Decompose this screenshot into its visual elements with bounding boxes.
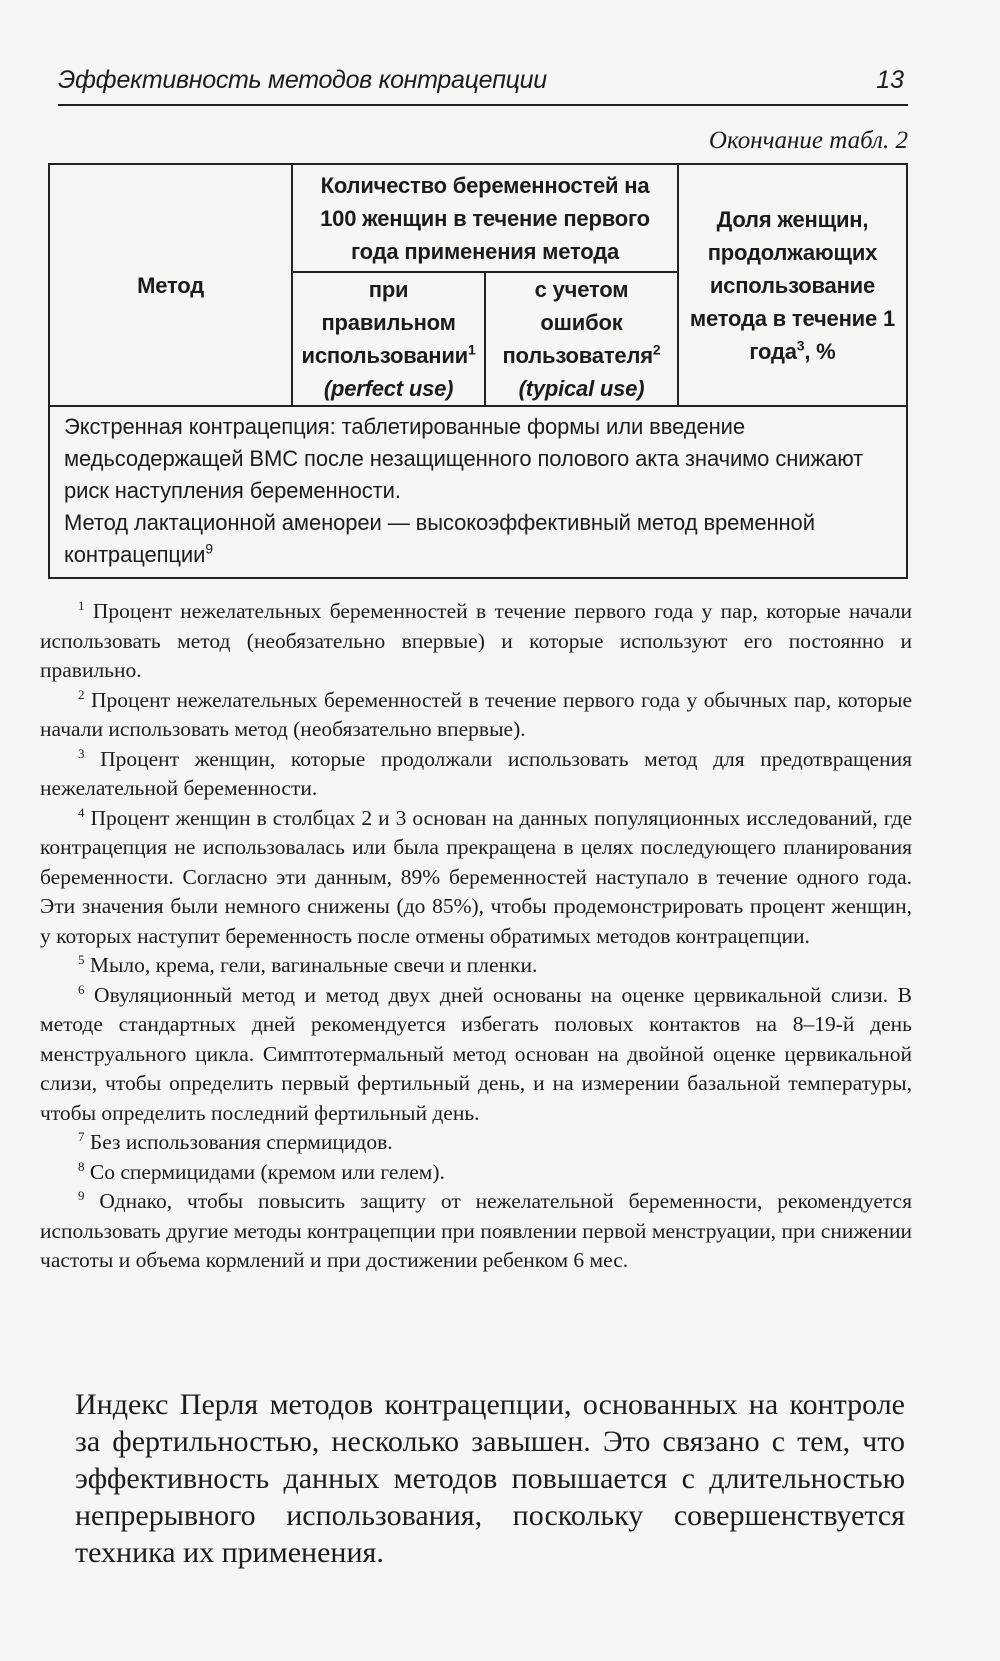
footnote-number: 7 (78, 1128, 85, 1144)
footnote-text: Со спермицидами (кремом или гелем). (89, 1159, 445, 1184)
table-continuation-caption: Окончание табл. 2 (708, 127, 908, 154)
footnote (40, 981, 912, 1129)
running-header (58, 60, 908, 106)
footnote (40, 745, 912, 804)
header-typical-use (485, 272, 678, 406)
footnote-number: 2 (78, 686, 85, 702)
footnote (40, 1128, 912, 1158)
footnote-number: 5 (78, 951, 85, 967)
header-typical-use-text: с учетом ошибок пользователя (502, 277, 653, 368)
emergency-contraception-note: Экстренная контрацепция: таблетированные формы или введение медьсодержащей ВМС после незащищенного полового акта значимо снижают риск наступления беременности. (64, 414, 864, 503)
header-perfect-use-text: при правильном использовании (301, 277, 469, 368)
footnote-number: 9 (78, 1187, 85, 1203)
footnote (40, 1187, 912, 1276)
footnote (40, 1158, 912, 1188)
running-title: Эффективность методов контрацепции (58, 66, 547, 94)
footnote-text: Процент нежелательных беременностей в течение первого года у обычных пар, которые начали использовать метод (необязательно впервые). (40, 687, 912, 741)
table-note-row (49, 406, 907, 578)
header-typical-use-sup: 2 (652, 341, 661, 358)
pearl-index-paragraph: Индекс Перля методов контрацепции, основанных на контроле за фертильностью, несколько завышен. Это связано с тем, что эффективность данных методов повышается с длительностью непрерывного использования, поскольку совершенствуется техника их применения. (75, 1388, 905, 1569)
footnote-number: 6 (78, 981, 85, 997)
header-continuation-text: Доля женщин, продолжающих использование метода в течение 1 года (689, 206, 895, 364)
footnote-text: Однако, чтобы повысить защиту от нежелательной беременности, рекомендуется использовать другие методы контрацепции при появлении первой менструации, при снижении частоты и объема кормлений и при достижении ребенком 6 мес. (40, 1189, 912, 1272)
footnote-number: 1 (78, 597, 85, 613)
header-perfect-use-en: (perfect use) (323, 376, 454, 401)
footnote-text: Овуляционный метод и метод двух дней основаны на оценке цервикальной слизи. В методе стандартных дней рекомендуется избегать половых контактов на 8–19-й день менструального цикла. Симптотермальный метод основан на двойной оценке цервикальной слизи, чтобы определить первый фертильный день, и на измерении базальной температуры, чтобы определить последний фертильный день. (40, 982, 912, 1125)
header-pregnancies: Количество беременностей на 100 женщин в течение первого года применения метода (292, 164, 678, 272)
footnote (40, 686, 912, 745)
footnote-number: 3 (78, 745, 85, 761)
footnote (40, 951, 912, 981)
footnote (40, 804, 912, 952)
footnote-text: Процент женщин, которые продолжали использовать метод для предотвращения нежелательной беременности. (40, 746, 912, 800)
body-text (75, 1386, 905, 1571)
footnote-number: 4 (78, 804, 85, 820)
header-perfect-use-sup: 1 (468, 341, 476, 358)
footnote (40, 597, 912, 686)
lactation-method-sup: 9 (205, 540, 213, 557)
lactation-method-note (64, 507, 892, 571)
header-continuation-rate (678, 164, 907, 406)
header-perfect-use (292, 272, 485, 406)
contraception-table (48, 163, 908, 579)
header-continuation-sup: 3 (796, 337, 805, 354)
lactation-method-text: Метод лактационной аменореи — высокоэффективный метод временной контрацепции (64, 510, 815, 567)
page-number: 13 (876, 66, 904, 94)
header-typical-use-en: (typical use) (518, 376, 645, 401)
header-continuation-post: , % (804, 338, 836, 364)
footnotes (40, 597, 912, 1276)
header-method: Метод (49, 164, 292, 406)
footnote-number: 8 (78, 1158, 85, 1174)
footnote-text: Процент нежелательных беременностей в течение первого года у пар, которые начали использовать метод (необязательно впервые) и которые используют его постоянно и правильно. (40, 599, 912, 682)
footnote-text: Без использования спермицидов. (89, 1130, 393, 1154)
footnote-text: Мыло, крема, гели, вагинальные свечи и пленки. (89, 953, 538, 977)
footnote-text: Процент женщин в столбцах 2 и 3 основан на данных популяционных исследований, где контрацепция не использовалась или была прекращена в целях последующего планирования беременности. Согласно эти данным, 89% беременностей наступало в течение одного года. Эти значения были немного снижены (до 85%), чтобы продемонстрировать процент женщин, у которых наступит беременность после отмены обратимых методов контрацепции. (40, 805, 913, 948)
